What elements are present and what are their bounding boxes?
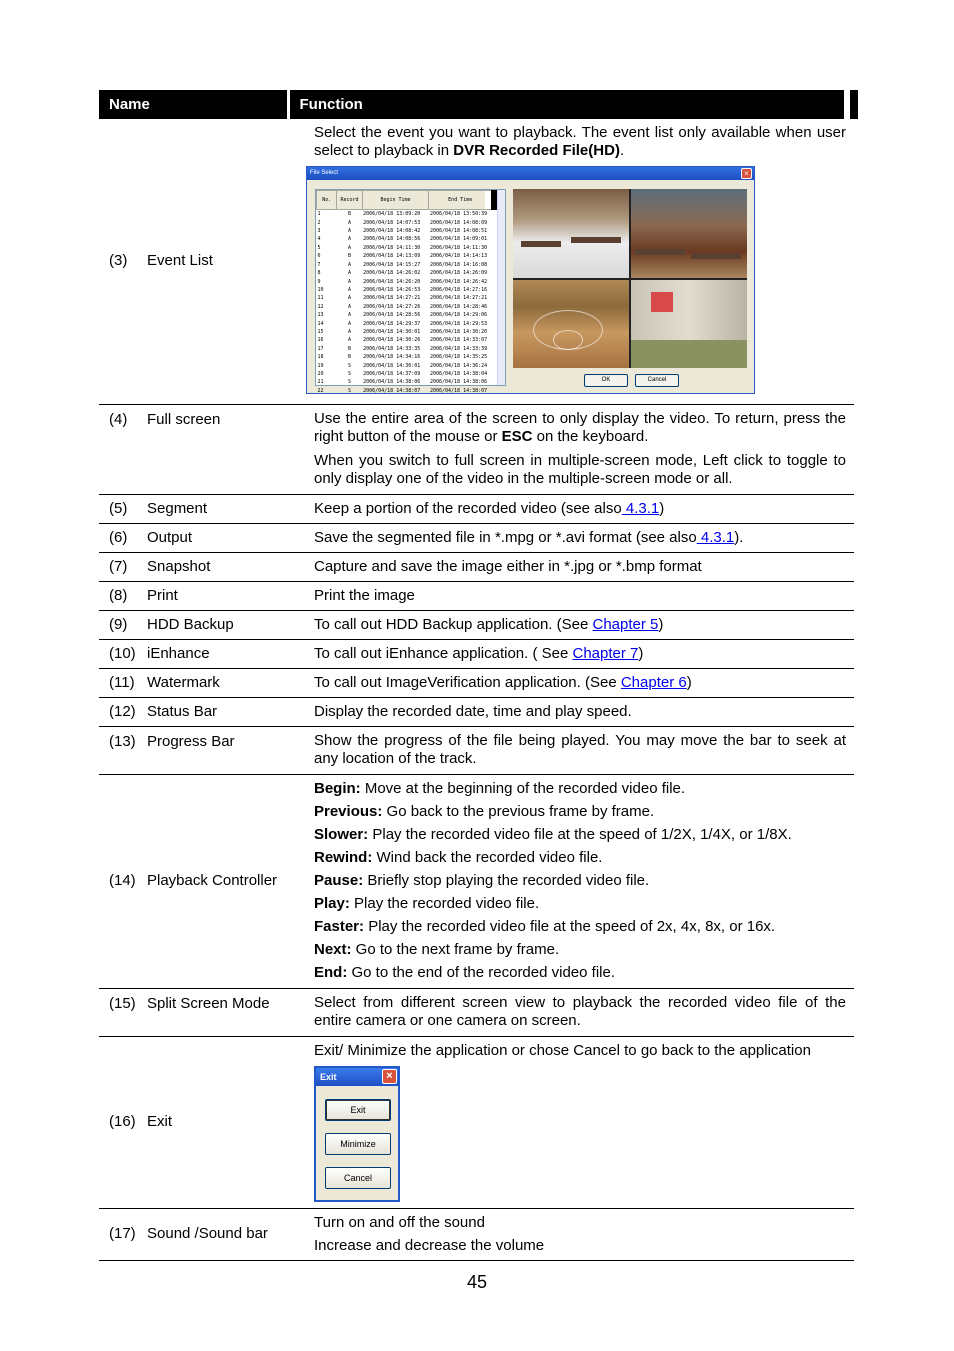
row-name: iEnhance: [147, 644, 210, 662]
list-cell: A: [348, 286, 352, 293]
playback-item: Previous: Go back to the previous frame by frame.: [314, 802, 655, 820]
row-number: (17): [109, 1225, 136, 1242]
row-name: Event List: [147, 252, 213, 270]
exit-button[interactable]: Exit: [325, 1099, 391, 1121]
list-cell: 2006/04/18 14:29:37: [363, 320, 421, 327]
list-cell: 2006/04/18 14:33:07: [429, 337, 488, 344]
list-cell: 2006/04/18 14:11:30: [363, 244, 421, 251]
list-cell: 2006/04/18 14:38:06: [363, 379, 421, 386]
status-bar-description: Display the recorded date, time and play speed.: [288, 697, 854, 726]
row-number: (11): [109, 673, 135, 691]
list-item[interactable]: [317, 252, 496, 260]
list-cell: B: [348, 253, 352, 260]
playback-item: Rewind: Wind back the recorded video file.: [314, 848, 603, 866]
list-item[interactable]: [317, 311, 496, 319]
exit-dialog: [314, 1066, 400, 1202]
column-header[interactable]: End Time: [429, 191, 495, 210]
full-screen-note: When you switch to full screen in multiple-screen mode, Left click to toggle to only display one of the video in the multiple-screen mode or all.: [314, 451, 846, 487]
list-cell: 5: [317, 244, 321, 251]
table-row: [99, 697, 854, 726]
list-cell: 9: [317, 278, 321, 285]
list-cell: 16: [317, 337, 324, 344]
row-name: Sound /Sound bar: [147, 1225, 268, 1242]
list-cell: 3: [317, 228, 321, 235]
table-row: [99, 523, 854, 552]
row-name: Exit: [147, 1113, 173, 1130]
camera-view-4: [631, 280, 747, 369]
list-cell: A: [348, 295, 352, 302]
list-cell: 8: [317, 270, 321, 277]
section-link[interactable]: 4.3.1: [696, 528, 735, 546]
list-cell: 2006/04/18 14:26:53: [363, 286, 421, 293]
row-number: (6): [109, 528, 128, 546]
table-row: [99, 581, 854, 610]
ok-button[interactable]: OK: [584, 374, 628, 387]
row-name: Watermark: [147, 673, 220, 691]
list-cell: A: [348, 337, 352, 344]
video-preview-grid: [513, 189, 747, 368]
table-row: [99, 639, 854, 668]
progress-bar-description: Show the progress of the file being played. You may move the bar to seek at any location of the track.: [288, 726, 854, 774]
list-item[interactable]: [317, 353, 496, 361]
list-cell: 21: [317, 379, 324, 386]
output-description: Save the segmented file in *.mpg or *.avi format (see also 4.3.1).: [314, 528, 744, 546]
table-row: [99, 552, 854, 581]
list-item[interactable]: [317, 345, 496, 353]
minimize-button[interactable]: Minimize: [325, 1133, 391, 1155]
row-number: (8): [109, 586, 128, 604]
list-cell: A: [348, 303, 352, 310]
list-item[interactable]: [317, 362, 496, 370]
list-item[interactable]: [317, 278, 496, 286]
camera-view-1: [513, 189, 629, 278]
row-number: (4): [109, 410, 128, 428]
exit-titlebar: Exit ×: [316, 1068, 398, 1086]
list-cell: 2006/04/18 14:34:16: [363, 354, 421, 361]
playback-item: Next: Go to the next frame by frame.: [314, 940, 560, 958]
list-cell: 2006/04/18 14:08:56: [363, 236, 421, 243]
list-cell: 2006/04/18 14:08:51: [429, 228, 488, 235]
list-cell: 2006/04/18 14:16:08: [429, 261, 488, 268]
list-cell: 7: [317, 261, 321, 268]
list-item[interactable]: [317, 294, 496, 302]
camera-view-3: [513, 280, 629, 369]
list-cell: B: [348, 345, 352, 352]
list-cell: 2006/04/18 14:36:01: [363, 362, 421, 369]
list-cell: 2006/04/18 14:26:42: [429, 278, 488, 285]
snapshot-description: Capture and save the image either in *.jpg or *.bmp format: [288, 552, 854, 581]
table-row: [99, 774, 854, 988]
list-cell: 4: [317, 236, 321, 243]
list-cell: 2006/04/18 14:29:53: [429, 320, 488, 327]
list-cell: 6: [317, 253, 321, 260]
list-cell: A: [348, 312, 352, 319]
list-cell: 2006/04/18 13:09:20: [363, 211, 421, 218]
list-cell: 2006/04/18 14:08:42: [363, 228, 421, 235]
table-row: [99, 668, 854, 697]
list-cell: 2006/04/18 14:30:01: [363, 328, 421, 335]
list-cell: 2006/04/18 14:33:39: [429, 345, 488, 352]
list-cell: 2006/04/18 14:07:53: [363, 219, 421, 226]
list-cell: S: [348, 387, 352, 394]
list-cell: 14: [317, 320, 324, 327]
list-cell: 2: [317, 219, 321, 226]
list-cell: 2006/04/18 14:27:21: [363, 295, 421, 302]
list-item[interactable]: [317, 244, 496, 252]
list-cell: 19: [317, 362, 324, 369]
row-name: Full screen: [147, 410, 221, 428]
list-cell: B: [348, 211, 352, 218]
list-item[interactable]: [317, 210, 496, 219]
table-row: [99, 119, 854, 404]
list-item[interactable]: [317, 286, 496, 294]
row-number: (13): [109, 732, 136, 750]
list-cell: 2006/04/18 14:37:09: [363, 370, 421, 377]
list-cell: 2006/04/18 14:33:35: [363, 345, 421, 352]
segment-description: Keep a portion of the recorded video (see also 4.3.1): [314, 499, 665, 517]
row-name: Segment: [147, 499, 208, 517]
file-select-dialog: [306, 166, 755, 394]
list-item[interactable]: [317, 227, 496, 235]
playback-item: Pause: Briefly stop playing the recorded video file.: [314, 871, 650, 889]
table-row: [99, 1036, 854, 1208]
list-item[interactable]: [317, 219, 496, 227]
list-cell: B: [348, 354, 352, 361]
list-item[interactable]: [317, 336, 496, 344]
function-table: [99, 90, 858, 1261]
list-cell: 17: [317, 345, 324, 352]
camera-view-2: [631, 189, 747, 278]
list-cell: 2006/04/18 14:29:06: [429, 312, 488, 319]
table-row: [99, 610, 854, 639]
playback-controller-description: [288, 774, 854, 988]
list-cell: 10: [317, 286, 324, 293]
row-name: Status Bar: [147, 702, 218, 720]
sound-description-1: Turn on and off the sound: [314, 1213, 485, 1231]
column-header[interactable]: No.: [317, 191, 337, 210]
chapter-link[interactable]: Chapter 5: [592, 615, 659, 633]
list-cell: 18: [317, 354, 324, 361]
ienhance-description: To call out iEnhance application. ( See Chapter 7): [314, 644, 644, 662]
row-name: HDD Backup: [147, 615, 234, 633]
list-cell: 2006/04/18 14:30:20: [429, 328, 488, 335]
list-cell: 2006/04/18 14:35:25: [429, 354, 488, 361]
scrollbar[interactable]: [497, 190, 505, 385]
list-cell: 2006/04/18 14:14:13: [429, 253, 488, 260]
row-number: (7): [109, 557, 128, 575]
list-cell: 2006/04/18 14:27:16: [429, 286, 488, 293]
playback-item: Slower: Play the recorded video file at the speed of 1/2X, 1/4X, or 1/8X.: [314, 825, 792, 843]
table-header-row: [99, 90, 854, 119]
list-cell: 1: [317, 211, 321, 218]
list-cell: 2006/04/18 14:08:09: [429, 219, 488, 226]
hdd-backup-description: To call out HDD Backup application. (See Chapter 5): [314, 615, 664, 633]
header-name: Name: [99, 90, 288, 119]
row-number: (3): [109, 252, 128, 270]
playback-item: Begin: Move at the beginning of the recorded video file.: [314, 779, 686, 797]
list-cell: 2006/04/18 14:26:20: [363, 278, 421, 285]
row-number: (12): [109, 702, 136, 720]
list-cell: 12: [317, 303, 324, 310]
list-cell: A: [348, 328, 352, 335]
list-cell: 2006/04/18 14:27:26: [363, 303, 421, 310]
list-cell: A: [348, 244, 352, 251]
event-list-table[interactable]: [315, 189, 506, 394]
list-cell: A: [348, 320, 352, 327]
list-cell: 13: [317, 312, 324, 319]
list-cell: 2006/04/18 14:27:21: [429, 295, 488, 302]
list-item[interactable]: [317, 328, 496, 336]
table-row: [99, 988, 854, 1036]
table-row: [99, 1208, 854, 1260]
list-cell: A: [348, 219, 352, 226]
list-cell: 2006/04/18 14:13:09: [363, 253, 421, 260]
list-cell: S: [348, 362, 352, 369]
row-number: (15): [109, 994, 136, 1012]
list-cell: 11: [317, 295, 324, 302]
close-icon[interactable]: ×: [741, 168, 752, 179]
row-number: (5): [109, 499, 128, 517]
exit-description: Exit/ Minimize the application or chose Cancel to go back to the application: [314, 1041, 811, 1059]
playback-item: Faster: Play the recorded video file at the speed of 2x, 4x, 8x, or 16x.: [314, 917, 776, 935]
list-cell: 2006/04/18 14:30:26: [363, 337, 421, 344]
row-name: Snapshot: [147, 557, 211, 575]
list-cell: 2006/04/18 14:15:27: [363, 261, 421, 268]
list-item[interactable]: [317, 370, 496, 378]
list-item[interactable]: [317, 387, 496, 395]
list-cell: 22: [317, 387, 324, 394]
table-row: [99, 726, 854, 774]
watermark-description: To call out ImageVerification application. (See Chapter 6): [314, 673, 692, 691]
list-cell: 2006/04/18 14:26:09: [429, 270, 488, 277]
table-row: [99, 404, 854, 494]
row-number: (16): [109, 1113, 136, 1130]
row-number: (10): [109, 644, 136, 662]
file-select-titlebar: File Select ×: [307, 167, 754, 180]
list-item[interactable]: [317, 303, 496, 311]
list-cell: 2006/04/18 14:38:07: [363, 387, 421, 394]
sound-description-2: Increase and decrease the volume: [314, 1236, 545, 1254]
row-number: (9): [109, 615, 128, 633]
cancel-button[interactable]: Cancel: [325, 1167, 391, 1189]
list-cell: 2006/04/18 14:28:56: [363, 312, 421, 319]
function-table-container: [99, 90, 854, 1261]
list-cell: S: [348, 370, 352, 377]
row-name: Playback Controller: [147, 872, 278, 889]
list-cell: 2006/04/18 14:38:06: [429, 379, 488, 386]
list-cell: A: [348, 236, 352, 243]
list-cell: 2006/04/18 14:09:01: [429, 236, 488, 243]
list-cell: 2006/04/18 14:38:07: [429, 387, 488, 394]
column-header[interactable]: Begin Time: [362, 191, 429, 210]
list-item[interactable]: [317, 378, 496, 386]
list-cell: 15: [317, 328, 324, 335]
full-screen-description: Use the entire area of the screen to only display the video. To return, press the right button of the mouse or ESC on the keyboard.: [314, 409, 846, 445]
playback-item: End: Go to the end of the recorded video file.: [314, 963, 615, 981]
list-item[interactable]: [317, 235, 496, 243]
list-cell: 20: [317, 370, 324, 377]
page-number: 45: [466, 1272, 488, 1292]
list-cell: A: [348, 228, 352, 235]
row-name: Progress Bar: [147, 732, 235, 750]
row-number: (14): [109, 872, 136, 889]
row-name: Split Screen Mode: [147, 994, 270, 1012]
list-cell: S: [348, 379, 352, 386]
chapter-link[interactable]: Chapter 7: [572, 644, 639, 662]
print-description: Print the image: [288, 581, 854, 610]
chapter-link[interactable]: Chapter 6: [620, 673, 687, 691]
split-screen-description: Select from different screen view to playback the recorded video file of the entire camera or one camera on screen.: [288, 988, 854, 1036]
table-row: [99, 494, 854, 523]
list-cell: A: [348, 270, 352, 277]
list-cell: 2006/04/18 14:38:04: [429, 370, 488, 377]
header-function: Function: [288, 90, 854, 119]
list-cell: 2006/04/18 13:50:39: [429, 211, 488, 218]
list-cell: 2006/04/18 14:26:02: [363, 270, 421, 277]
column-header[interactable]: Record: [337, 191, 362, 210]
section-link[interactable]: 4.3.1: [621, 499, 660, 517]
playback-item: Play: Play the recorded video file.: [314, 894, 540, 912]
list-cell: 2006/04/18 14:36:24: [429, 362, 488, 369]
list-item[interactable]: [317, 261, 496, 269]
close-icon[interactable]: ×: [382, 1069, 397, 1084]
list-item[interactable]: [317, 320, 496, 328]
list-item[interactable]: [317, 269, 496, 277]
list-cell: 2006/04/18 14:28:46: [429, 303, 488, 310]
row-name: Output: [147, 528, 193, 546]
row-name: Print: [147, 586, 178, 604]
event-list-description: Select the event you want to playback. The event list only available when user select to playback in DVR Recorded File(HD).: [314, 124, 846, 160]
list-cell: A: [348, 261, 352, 268]
cancel-button[interactable]: Cancel: [635, 374, 679, 387]
list-cell: 2006/04/18 14:11:30: [429, 244, 488, 251]
list-cell: A: [348, 278, 352, 285]
